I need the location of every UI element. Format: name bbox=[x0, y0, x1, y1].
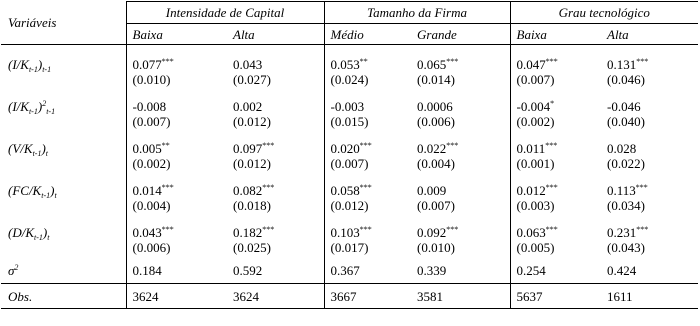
coefficient-row bbox=[1, 87, 698, 129]
significance-stars: *** bbox=[262, 183, 275, 192]
coefficient-value: 0.077 bbox=[132, 57, 162, 72]
variable-label-close: ) bbox=[42, 225, 48, 240]
coefficient-row bbox=[1, 213, 698, 255]
coefficient-value: -0.004 bbox=[516, 99, 551, 114]
standard-error: (0.034) bbox=[607, 198, 645, 213]
significance-stars: *** bbox=[636, 225, 649, 234]
significance-stars: *** bbox=[446, 225, 459, 234]
variable-label-base: (I/K bbox=[8, 99, 29, 114]
coefficient-value: 0.082 bbox=[233, 183, 263, 198]
standard-error: (0.046) bbox=[607, 72, 645, 87]
coefficient-line bbox=[517, 99, 603, 114]
coefficient-value: 0.097 bbox=[233, 141, 263, 156]
significance-stars: *** bbox=[359, 141, 372, 150]
coefficient-value: 0.092 bbox=[417, 225, 447, 240]
standard-error: (0.027) bbox=[233, 72, 271, 87]
variable-label-time-subscript: t bbox=[47, 233, 50, 242]
estimate-cell bbox=[412, 171, 510, 213]
sigma-value: 0.424 bbox=[607, 263, 637, 278]
standard-error: (0.007) bbox=[132, 114, 171, 129]
variable-label-base: (FC/K bbox=[8, 183, 42, 198]
estimate-cell bbox=[510, 129, 602, 171]
standard-error: (0.024) bbox=[330, 72, 369, 87]
standard-error: (0.015) bbox=[330, 114, 369, 129]
estimate-cell bbox=[412, 213, 510, 255]
standard-error: (0.001) bbox=[516, 156, 555, 171]
coefficient-line bbox=[607, 99, 698, 114]
coefficient-value: 0.009 bbox=[417, 183, 447, 198]
significance-stars: *** bbox=[635, 183, 648, 192]
coefficient-value: 0.014 bbox=[132, 183, 162, 198]
coefficient-line bbox=[517, 183, 603, 198]
standard-error: (0.004) bbox=[132, 198, 171, 213]
variable-label-subscript: t-1 bbox=[41, 191, 51, 200]
observations-value: 1611 bbox=[602, 284, 698, 309]
coefficient-value: 0.182 bbox=[233, 225, 263, 240]
coefficient-value: 0.011 bbox=[516, 141, 546, 156]
variable-label bbox=[1, 171, 126, 213]
group-header-row bbox=[1, 2, 698, 24]
coefficient-value: 0.063 bbox=[516, 225, 546, 240]
coefficient-value: 0.020 bbox=[330, 141, 360, 156]
coefficient-value: 0.0006 bbox=[417, 99, 453, 114]
coefficient-value: -0.008 bbox=[132, 99, 167, 114]
sigma-value: 0.339 bbox=[417, 263, 447, 278]
estimate-cell bbox=[228, 171, 324, 213]
coefficient-value: 0.113 bbox=[607, 183, 636, 198]
variable-label-base: (I/K bbox=[8, 57, 29, 72]
significance-stars: *** bbox=[161, 225, 174, 234]
coefficient-line bbox=[233, 141, 324, 156]
significance-stars: *** bbox=[161, 183, 174, 192]
estimate-cell bbox=[228, 87, 324, 129]
coefficient-value: 0.043 bbox=[132, 225, 162, 240]
coefficient-value: 0.103 bbox=[330, 225, 360, 240]
significance-stars: *** bbox=[545, 183, 558, 192]
variable-label-superscript: 2 bbox=[42, 99, 47, 108]
standard-error: (0.040) bbox=[607, 114, 645, 129]
standard-error: (0.018) bbox=[233, 198, 271, 213]
standard-error: (0.007) bbox=[417, 198, 455, 213]
standard-error: (0.010) bbox=[132, 72, 171, 87]
coefficient-line bbox=[417, 225, 510, 240]
coefficient-line bbox=[517, 57, 603, 72]
standard-error: (0.043) bbox=[607, 240, 645, 255]
estimate-cell bbox=[602, 87, 698, 129]
variable-label bbox=[1, 87, 126, 129]
coefficient-line bbox=[331, 225, 413, 240]
sigma-value: 0.184 bbox=[126, 255, 228, 284]
variables-header: Variáveis bbox=[1, 2, 126, 45]
coefficient-value: 0.065 bbox=[417, 57, 447, 72]
estimate-cell bbox=[602, 171, 698, 213]
standard-error: (0.004) bbox=[417, 156, 455, 171]
coefficient-value: 0.131 bbox=[607, 57, 637, 72]
variable-label bbox=[1, 45, 126, 88]
significance-stars: *** bbox=[359, 183, 372, 192]
significance-stars: *** bbox=[545, 225, 558, 234]
coefficient-line bbox=[133, 99, 229, 114]
observations-value: 3624 bbox=[228, 284, 324, 309]
standard-error: (0.014) bbox=[417, 72, 455, 87]
estimate-cell bbox=[228, 129, 324, 171]
subheader-low-tech: Baixa bbox=[510, 24, 602, 45]
coefficient-value: 0.058 bbox=[330, 183, 360, 198]
subheader-low-capital: Baixa bbox=[126, 24, 228, 45]
sigma-value: 0.592 bbox=[233, 263, 263, 278]
estimate-cell bbox=[324, 213, 412, 255]
significance-stars: *** bbox=[545, 57, 558, 66]
estimate-cell bbox=[412, 87, 510, 129]
significance-stars: ** bbox=[161, 141, 170, 150]
estimate-cell bbox=[126, 87, 228, 129]
significance-stars: *** bbox=[262, 141, 275, 150]
estimate-cell bbox=[126, 129, 228, 171]
coefficient-line bbox=[331, 141, 413, 156]
significance-stars: *** bbox=[446, 141, 459, 150]
estimate-cell bbox=[602, 213, 698, 255]
observations-value: 5637 bbox=[510, 284, 602, 309]
observations-value: 3667 bbox=[324, 284, 412, 309]
coefficient-value: 0.231 bbox=[607, 225, 637, 240]
coefficient-line bbox=[331, 183, 413, 198]
standard-error: (0.012) bbox=[330, 198, 369, 213]
sigma-value: 0.367 bbox=[324, 255, 412, 284]
coefficient-line bbox=[233, 57, 324, 72]
variable-label-close: ) bbox=[50, 183, 55, 198]
significance-stars: *** bbox=[636, 57, 649, 66]
variable-label-subscript: t-1 bbox=[32, 149, 42, 158]
standard-error: (0.006) bbox=[417, 114, 455, 129]
standard-error: (0.005) bbox=[516, 240, 555, 255]
coefficient-line bbox=[417, 183, 510, 198]
sigma-symbol: σ bbox=[8, 263, 15, 278]
standard-error: (0.017) bbox=[330, 240, 369, 255]
standard-error: (0.002) bbox=[516, 114, 555, 129]
coefficient-line bbox=[133, 225, 229, 240]
estimate-cell bbox=[228, 213, 324, 255]
sigma-superscript: 2 bbox=[14, 263, 19, 272]
significance-stars: *** bbox=[359, 225, 372, 234]
observations-label: Obs. bbox=[1, 284, 126, 309]
coefficient-line bbox=[607, 183, 698, 198]
coefficient-line bbox=[133, 57, 229, 72]
variable-label-base: (D/K bbox=[8, 225, 34, 240]
subheader-large-size: Grande bbox=[412, 24, 510, 45]
sigma-label bbox=[1, 255, 126, 284]
coefficient-value: 0.005 bbox=[132, 141, 162, 156]
coefficient-value: 0.053 bbox=[330, 57, 360, 72]
estimate-cell bbox=[510, 213, 602, 255]
regression-table bbox=[1, 1, 698, 309]
variable-label-close: ) bbox=[37, 99, 43, 114]
sigma-value: 0.254 bbox=[510, 255, 602, 284]
coefficient-value: 0.002 bbox=[233, 99, 263, 114]
observations-value: 3581 bbox=[412, 284, 510, 309]
estimate-cell bbox=[510, 171, 602, 213]
coefficient-line bbox=[607, 57, 698, 72]
coefficient-line bbox=[517, 225, 603, 240]
coefficient-line bbox=[133, 141, 229, 156]
variable-label-time-subscript: t-1 bbox=[46, 107, 56, 116]
variable-label-subscript: t-1 bbox=[34, 233, 43, 242]
coefficient-row bbox=[1, 129, 698, 171]
coefficient-line bbox=[331, 57, 413, 72]
significance-stars: *** bbox=[446, 57, 459, 66]
subheader-high-tech: Alta bbox=[602, 24, 698, 45]
observations-row bbox=[1, 284, 698, 309]
variable-label bbox=[1, 213, 126, 255]
significance-stars: * bbox=[550, 99, 555, 108]
coefficient-row bbox=[1, 45, 698, 88]
coefficient-value: 0.022 bbox=[417, 141, 447, 156]
estimate-cell bbox=[602, 129, 698, 171]
group-capital-intensity: Intensidade de Capital bbox=[126, 2, 324, 24]
variable-label-subscript: t-1 bbox=[28, 107, 38, 116]
estimate-cell bbox=[510, 87, 602, 129]
standard-error: (0.025) bbox=[233, 240, 271, 255]
coefficient-line bbox=[417, 57, 510, 72]
subheader-medium-size: Médio bbox=[324, 24, 412, 45]
subheader-high-capital: Alta bbox=[228, 24, 324, 45]
estimate-cell bbox=[126, 45, 228, 88]
estimate-cell bbox=[412, 129, 510, 171]
group-tech-level: Grau tecnológico bbox=[510, 2, 698, 24]
standard-error: (0.006) bbox=[132, 240, 171, 255]
variable-label-time-subscript: t bbox=[54, 191, 57, 200]
coefficient-value: 0.012 bbox=[516, 183, 546, 198]
coefficient-line bbox=[517, 141, 603, 156]
standard-error: (0.022) bbox=[607, 156, 645, 171]
estimate-cell bbox=[510, 45, 602, 88]
estimate-cell bbox=[126, 171, 228, 213]
sigma-row bbox=[1, 255, 698, 284]
standard-error: (0.012) bbox=[233, 114, 271, 129]
significance-stars: ** bbox=[359, 57, 368, 66]
estimate-cell bbox=[324, 45, 412, 88]
coefficient-line bbox=[417, 99, 510, 114]
coefficient-row bbox=[1, 171, 698, 213]
standard-error: (0.002) bbox=[132, 156, 171, 171]
estimate-cell bbox=[412, 45, 510, 88]
variable-label-close: ) bbox=[41, 141, 46, 156]
coefficient-value: 0.043 bbox=[233, 57, 263, 72]
group-firm-size: Tamanho da Firma bbox=[324, 2, 510, 24]
coefficient-line bbox=[233, 225, 324, 240]
coefficient-line bbox=[331, 99, 413, 114]
standard-error: (0.003) bbox=[516, 198, 555, 213]
coefficient-line bbox=[607, 225, 698, 240]
estimate-cell bbox=[324, 87, 412, 129]
coefficient-line bbox=[233, 99, 324, 114]
coefficient-line bbox=[133, 183, 229, 198]
variable-label-close: ) bbox=[37, 57, 43, 72]
standard-error: (0.012) bbox=[233, 156, 271, 171]
estimate-cell bbox=[126, 213, 228, 255]
variable-label-time-subscript: t-1 bbox=[42, 65, 52, 74]
coefficient-value: -0.003 bbox=[330, 99, 365, 114]
standard-error: (0.007) bbox=[516, 72, 555, 87]
significance-stars: *** bbox=[161, 57, 174, 66]
coefficient-value: -0.046 bbox=[607, 99, 641, 114]
significance-stars: *** bbox=[545, 141, 558, 150]
estimate-cell bbox=[324, 129, 412, 171]
observations-value: 3624 bbox=[126, 284, 228, 309]
estimate-cell bbox=[228, 45, 324, 88]
coefficient-line bbox=[607, 141, 698, 156]
standard-error: (0.007) bbox=[330, 156, 369, 171]
variable-label-subscript: t-1 bbox=[28, 65, 38, 74]
coefficient-value: 0.028 bbox=[607, 141, 637, 156]
variable-label-time-subscript: t bbox=[45, 149, 49, 158]
variable-label-base: (V/K bbox=[8, 141, 33, 156]
coefficient-line bbox=[233, 183, 324, 198]
significance-stars: *** bbox=[262, 225, 275, 234]
estimate-cell bbox=[324, 171, 412, 213]
variable-label bbox=[1, 129, 126, 171]
standard-error: (0.010) bbox=[417, 240, 455, 255]
estimate-cell bbox=[602, 45, 698, 88]
coefficient-line bbox=[417, 141, 510, 156]
coefficient-value: 0.047 bbox=[516, 57, 546, 72]
